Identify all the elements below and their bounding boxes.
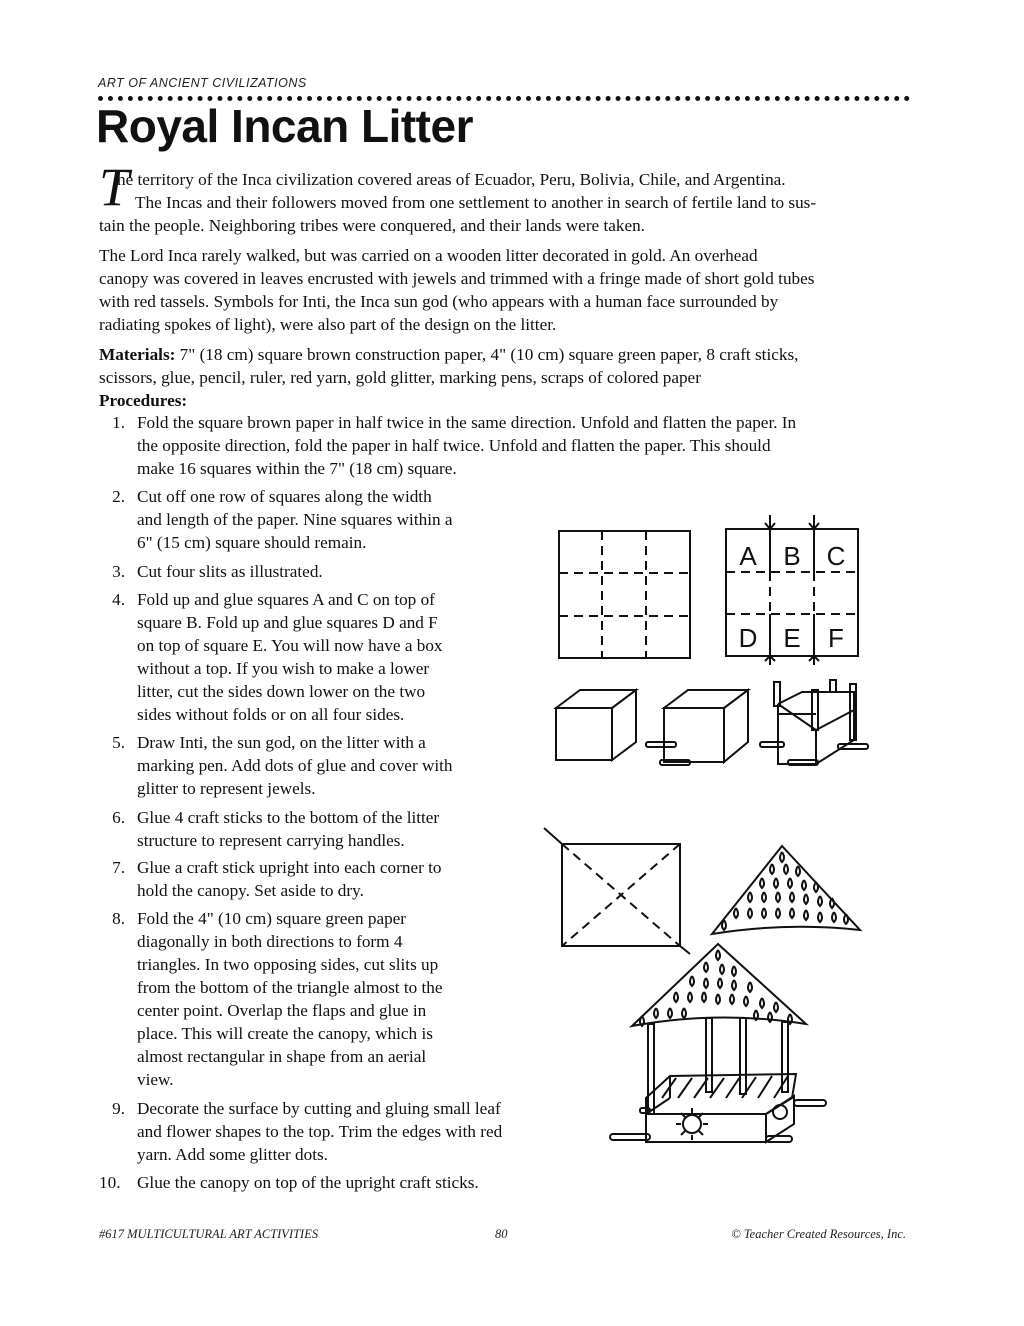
leafy-canopy [706,842,866,938]
square-label-b: B [783,541,801,571]
step-number: 3. [112,562,125,581]
description-line: radiating spokes of light), were also part of the design on the litter. [99,315,557,334]
page-number: 80 [495,1227,508,1241]
step-line: view. [137,1070,174,1089]
step-line: structure to represent carrying handles. [137,831,405,850]
canopy-fold-square [542,826,692,956]
step-line: yarn. Add some glitter dots. [137,1145,328,1164]
step-line: without a top. If you wish to make a lower [137,659,430,678]
intro-line: tain the people. Neighboring tribes were conquered, and their lands were taken. [99,216,645,235]
step-line: Glue 4 craft sticks to the bottom of the litter [137,808,440,827]
step-line: on top of square E. You will now have a box [137,636,443,655]
description-line: The Lord Inca rarely walked, but was carried on a wooden litter decorated in gold. An overhead [99,246,758,265]
folded-square-diagram [558,530,692,660]
labeled-slit-diagram [722,515,862,665]
step-line: marking pen. Add dots of glue and cover with [137,756,453,775]
step-line: diagonally in both directions to form 4 [137,932,403,951]
step-line: hold the canopy. Set aside to dry. [137,881,364,900]
step-line: Glue a craft stick upright into each corner to [137,858,442,877]
procedures-heading: Procedures: [99,391,188,410]
step-line: Fold the 4" (10 cm) square green paper [137,909,407,928]
step-line: Cut off one row of squares along the width [137,487,432,506]
footer-book-title: #617 MULTICULTURAL ART ACTIVITIES [99,1227,319,1241]
materials-list: scissors, glue, pencil, ruler, red yarn, gold glitter, marking pens, scraps of colored paper [99,368,701,387]
footer-copyright: © Teacher Created Resources, Inc. [731,1227,906,1241]
intro-line: he territory of the Inca civilization covered areas of Ecuador, Peru, Bolivia, Chile, and Argentina. [117,170,786,189]
step-line: Fold the square brown paper in half twice in the same direction. Unfold and flatten the paper. In [137,413,797,432]
step-line: from the bottom of the triangle almost to the [137,978,443,997]
section-kicker: ART OF ANCIENT CIVILIZATIONS [98,76,307,90]
step-number: 2. [112,487,125,506]
step-line: Draw Inti, the sun god, on the litter with a [137,733,426,752]
litter-box-stages [552,680,882,770]
step-line: 6" (15 cm) square should remain. [137,533,367,552]
step-line: and flower shapes to the top. Trim the edges with red [137,1122,503,1141]
step-line: Glue the canopy on top of the upright craft sticks. [137,1173,479,1192]
step-number: 10. [99,1173,121,1192]
square-label-f: F [828,623,844,653]
step-number: 7. [112,858,125,877]
step-line: square B. Fold up and glue squares D and F [137,613,438,632]
step-number: 6. [112,808,125,827]
step-line: almost rectangular in shape from an aerial [137,1047,427,1066]
step-line: center point. Overlap the flaps and glue in [137,1001,427,1020]
step-line: triangles. In two opposing sides, cut slits up [137,955,439,974]
materials-label: Materials: [99,345,176,364]
square-label-e: E [783,623,801,653]
step-line: Decorate the surface by cutting and gluing small leaf [137,1099,501,1118]
step-line: Fold up and glue squares A and C on top of [137,590,435,609]
materials-section [99,343,911,412]
step-number: 9. [112,1099,125,1118]
step-number: 5. [112,733,125,752]
description-line: canopy was covered in leaves encrusted with jewels and trimmed with a fringe made of short gold tubes [99,269,815,288]
step-number: 4. [112,590,125,609]
step-number: 8. [112,909,125,928]
page-title: Royal Incan Litter [96,100,473,152]
step-line: the opposite direction, fold the paper in half twice. Unfold and flatten the paper. This should [137,436,771,455]
step-line: and length of the paper. Nine squares within a [137,510,453,529]
description-line: with red tassels. Symbols for Inti, the Inca sun god (who appears with a human face surrounded by [99,292,779,311]
step-line: make 16 squares within the 7" (18 cm) square. [137,459,457,478]
completed-litter [606,938,832,1148]
intro-paragraph [99,157,911,237]
step-line: sides without folds or on all four sides. [137,705,405,724]
description-paragraph [99,244,911,336]
step-line: litter, cut the sides down lower on the two [137,682,426,701]
square-label-d: D [738,623,758,653]
materials-list: 7" (18 cm) square brown construction paper, 4" (10 cm) square green paper, 8 craft sticks, [175,345,799,364]
step-line: glitter to represent jewels. [137,779,316,798]
step-line: Cut four slits as illustrated. [137,562,323,581]
square-label-a: A [739,541,757,571]
step-line: place. This will create the canopy, which is [137,1024,433,1043]
drop-cap: T [99,157,130,217]
step-number: 1. [112,413,125,432]
square-label-c: C [826,541,846,571]
intro-line: The Incas and their followers moved from one settlement to another in search of fertile land to sus- [135,193,817,212]
